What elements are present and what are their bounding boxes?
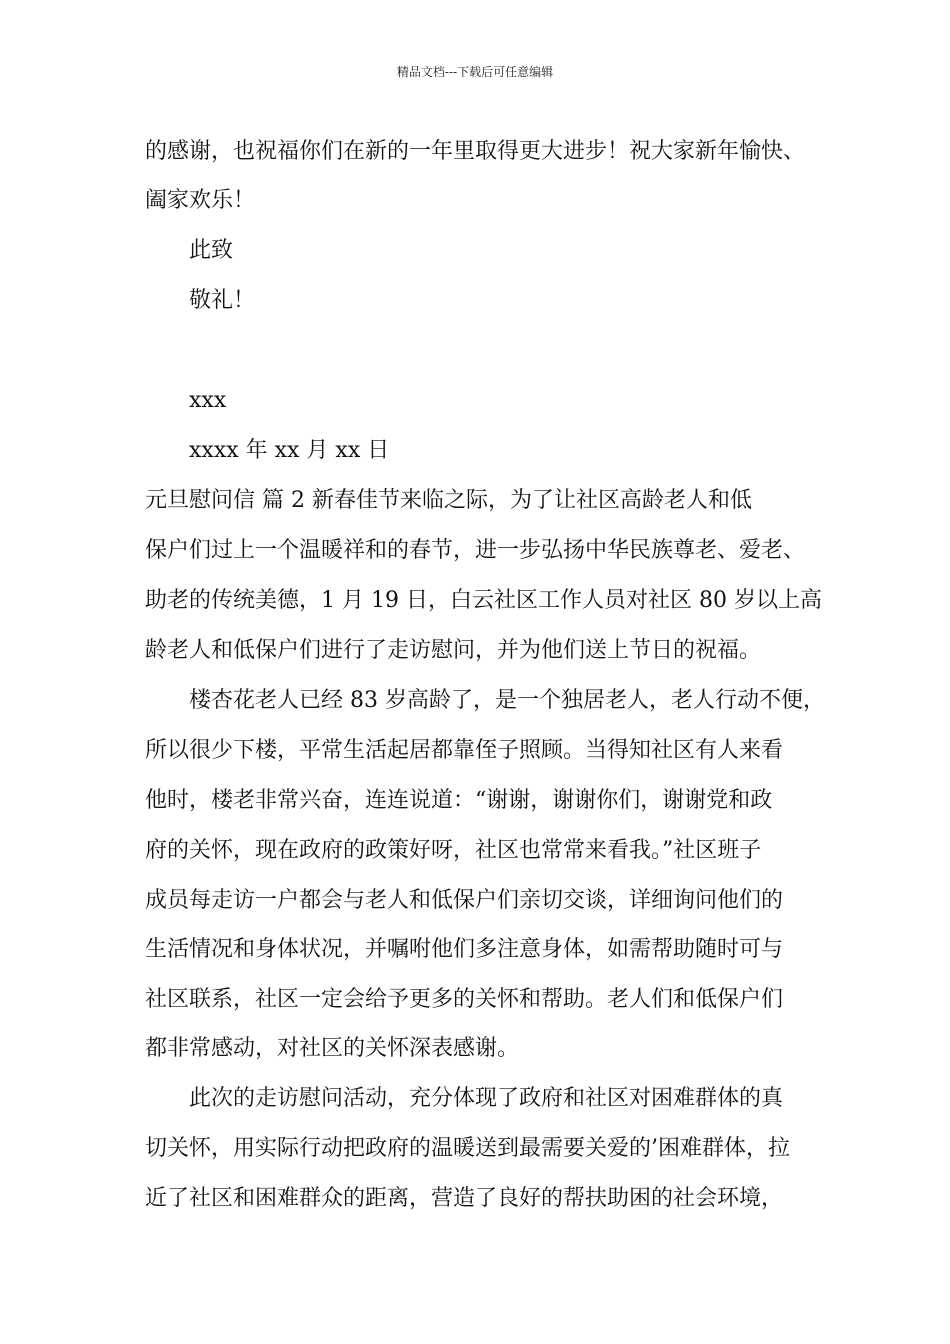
- text-line: 他时，楼老非常兴奋，连连说道：“谢谢，谢谢你们，谢谢党和政: [145, 788, 773, 813]
- text-line: 都非常感动，对社区的关怀深表感谢。: [145, 1036, 520, 1061]
- paragraph-start: 楼杏花老人已经 83 岁高龄了，是一个独居老人，老人行动不便，: [189, 688, 825, 713]
- text-line: 阖家欢乐！: [145, 188, 256, 213]
- signature-date: xxxx 年 xx 月 xx 日: [189, 438, 390, 463]
- text-line: 的感谢，也祝福你们在新的一年里取得更大进步！祝大家新年愉快、: [145, 139, 806, 164]
- text-line: 所以很少下楼，平常生活起居都靠侄子照顾。当得知社区有人来看: [145, 738, 784, 763]
- text-line: 生活情况和身体状况，并嘱咐他们多注意身体，如需帮助随时可与: [145, 937, 784, 962]
- text-line: 府的关怀，现在政府的政策好呀，社区也常常来看我。”社区班子: [145, 838, 762, 863]
- text-line: 近了社区和困难群众的距离，营造了良好的帮扶助困的社会环境，: [145, 1186, 784, 1211]
- text-line: 成员每走访一户都会与老人和低保户们亲切交谈，详细询问他们的: [145, 888, 784, 913]
- text-line: 社区联系，社区一定会给予更多的关怀和帮助。老人们和低保户们: [145, 987, 784, 1012]
- text-line: 切关怀，用实际行动把政府的温暖送到最需要关爱的’困难群体，拉: [145, 1136, 790, 1161]
- signature-name: xxx: [189, 388, 227, 413]
- paragraph-start: 此次的走访慰问活动，充分体现了政府和社区对困难群体的真: [189, 1086, 784, 1111]
- text-line: 保户们过上一个温暖祥和的春节，进一步弘扬中华民族尊老、爱老、: [145, 538, 806, 563]
- section-heading-line: 元旦慰问信 篇 2 新春佳节来临之际，为了让社区高龄老人和低: [145, 488, 752, 513]
- text-line: 龄老人和低保户们进行了走访慰问，并为他们送上节日的祝福。: [145, 638, 762, 663]
- text-line: 助老的传统美德，1 月 19 日，白云社区工作人员对社区 80 岁以上高: [145, 588, 822, 613]
- page-header: 精品文档---下载后可任意编辑: [396, 65, 554, 79]
- closing-salutation: 此致: [189, 238, 234, 263]
- closing-regards: 敬礼！: [189, 288, 256, 313]
